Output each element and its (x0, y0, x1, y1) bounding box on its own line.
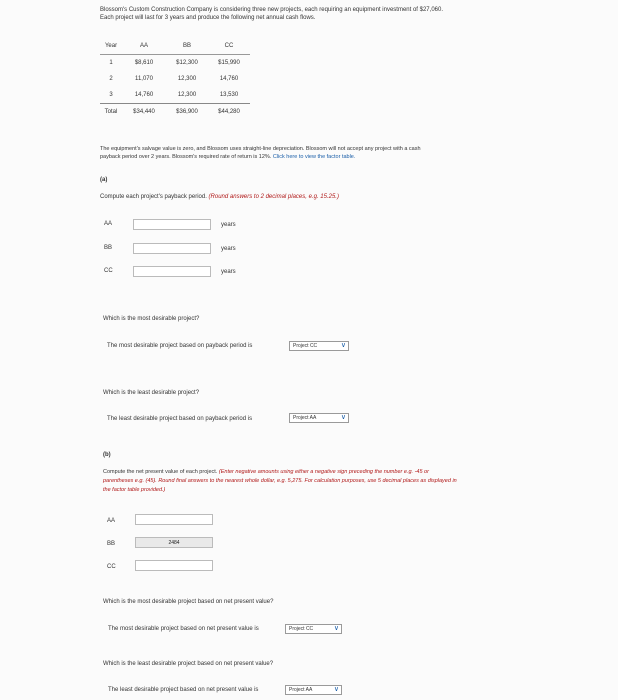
part-b-instruction (103, 468, 523, 476)
part-b-label: (b) (103, 452, 111, 458)
npv-label-aa: AA (107, 518, 116, 524)
chevron-down-icon: ∨ (333, 625, 339, 632)
npv-input-aa[interactable] (135, 514, 213, 525)
cell: $8,610 (134, 60, 154, 66)
table-row (100, 71, 250, 87)
payback-least-statement: The least desirable project based on payback period is (107, 416, 253, 422)
npv-most-select[interactable] (285, 624, 342, 634)
table-row (100, 87, 250, 104)
payback-most-select[interactable] (289, 341, 349, 351)
cash-flow-table (100, 38, 250, 120)
part-a-label: (a) (100, 177, 108, 183)
note-line-1: The equipment's salvage value is zero, and Blossom uses straight-line depreciation. Blossom will not accept any project with a cash (100, 146, 421, 152)
cell: Total (100, 104, 122, 121)
instruction-note-2: parentheses e.g. (45). Round final answers to the nearest whole dollar, e.g. 5,275. For calculation purposes, use 5 decimal places as displayed in (103, 478, 457, 484)
payback-least-select[interactable] (289, 413, 349, 423)
select-value: Project AA (293, 415, 317, 421)
header-aa: AA (122, 38, 166, 55)
cell: $15,990 (218, 60, 240, 66)
cell: 14,760 (219, 76, 239, 82)
chevron-down-icon: ∨ (340, 414, 346, 421)
payback-input-bb[interactable] (133, 243, 211, 254)
payback-unit-bb: years (221, 246, 236, 252)
cell: 11,070 (135, 76, 153, 82)
npv-least-select[interactable] (285, 685, 342, 695)
table-header-row (100, 38, 250, 55)
header-bb: BB (166, 38, 208, 55)
note-line-2 (100, 153, 355, 161)
cell: 12,300 (177, 92, 197, 98)
cell: 1 (109, 60, 113, 66)
instruction-note-3: the factor table provided.) (103, 487, 166, 493)
npv-input-bb[interactable]: 2484 (135, 537, 213, 548)
cell: $12,300 (176, 60, 198, 66)
cell: 3 (109, 92, 113, 98)
npv-most-statement: The most desirable project based on net present value is (108, 626, 259, 632)
intro-line-1: Blossom's Custom Construction Company is considering three new projects, each requiring an equipment investment of $27,060. (100, 7, 443, 13)
chevron-down-icon: ∨ (333, 686, 339, 693)
select-value: Project CC (293, 343, 318, 349)
payback-most-statement: The most desirable project based on payback period is (107, 343, 253, 349)
select-value: Project CC (289, 626, 314, 632)
intro-line-2: Each project will last for 3 years and produce the following net annual cash flows. (100, 15, 316, 21)
npv-least-statement: The least desirable project based on net present value is (108, 687, 259, 693)
npv-input-cc[interactable] (135, 560, 213, 571)
cell: 2 (109, 76, 113, 82)
note-text: payback period over 2 years. Blossom's required rate of return is 12%. (100, 154, 272, 160)
select-value: Project AA (289, 687, 313, 693)
cell: 14,760 (134, 92, 154, 98)
payback-input-cc[interactable] (133, 266, 211, 277)
payback-least-question: Which is the least desirable project? (103, 390, 200, 396)
npv-most-question: Which is the most desirable project based on net present value? (103, 599, 274, 605)
payback-most-question: Which is the most desirable project? (103, 316, 200, 322)
instruction-text: Compute the net present value of each project. (103, 469, 218, 475)
cell: 12,300 (177, 76, 197, 82)
payback-label-cc: CC (104, 268, 113, 274)
cell: $36,900 (166, 104, 208, 121)
npv-label-bb: BB (107, 541, 116, 547)
factor-table-link[interactable]: Click here to view the factor table. (272, 154, 356, 160)
instruction-note-1: (Enter negative amounts using either a negative sign preceding the number e.g. -45 or (218, 469, 429, 475)
cell: $34,440 (122, 104, 166, 121)
payback-unit-cc: years (221, 269, 236, 275)
chevron-down-icon: ∨ (340, 342, 346, 349)
instruction-note: (Round answers to 2 decimal places, e.g. 15.25.) (208, 194, 339, 200)
npv-label-cc: CC (107, 564, 116, 570)
part-a-instruction (100, 193, 339, 201)
table-total-row (100, 104, 250, 121)
cell: 13,530 (219, 92, 239, 98)
payback-unit-aa: years (221, 222, 236, 228)
cell: $44,280 (208, 104, 250, 121)
npv-least-question: Which is the least desirable project based on net present value? (103, 661, 274, 667)
header-cc: CC (208, 38, 250, 55)
payback-label-aa: AA (104, 221, 113, 227)
payback-label-bb: BB (104, 245, 113, 251)
payback-input-aa[interactable] (133, 219, 211, 230)
instruction-text: Compute each project's payback period. (100, 194, 207, 200)
table-row (100, 55, 250, 72)
header-year: Year (100, 38, 122, 55)
